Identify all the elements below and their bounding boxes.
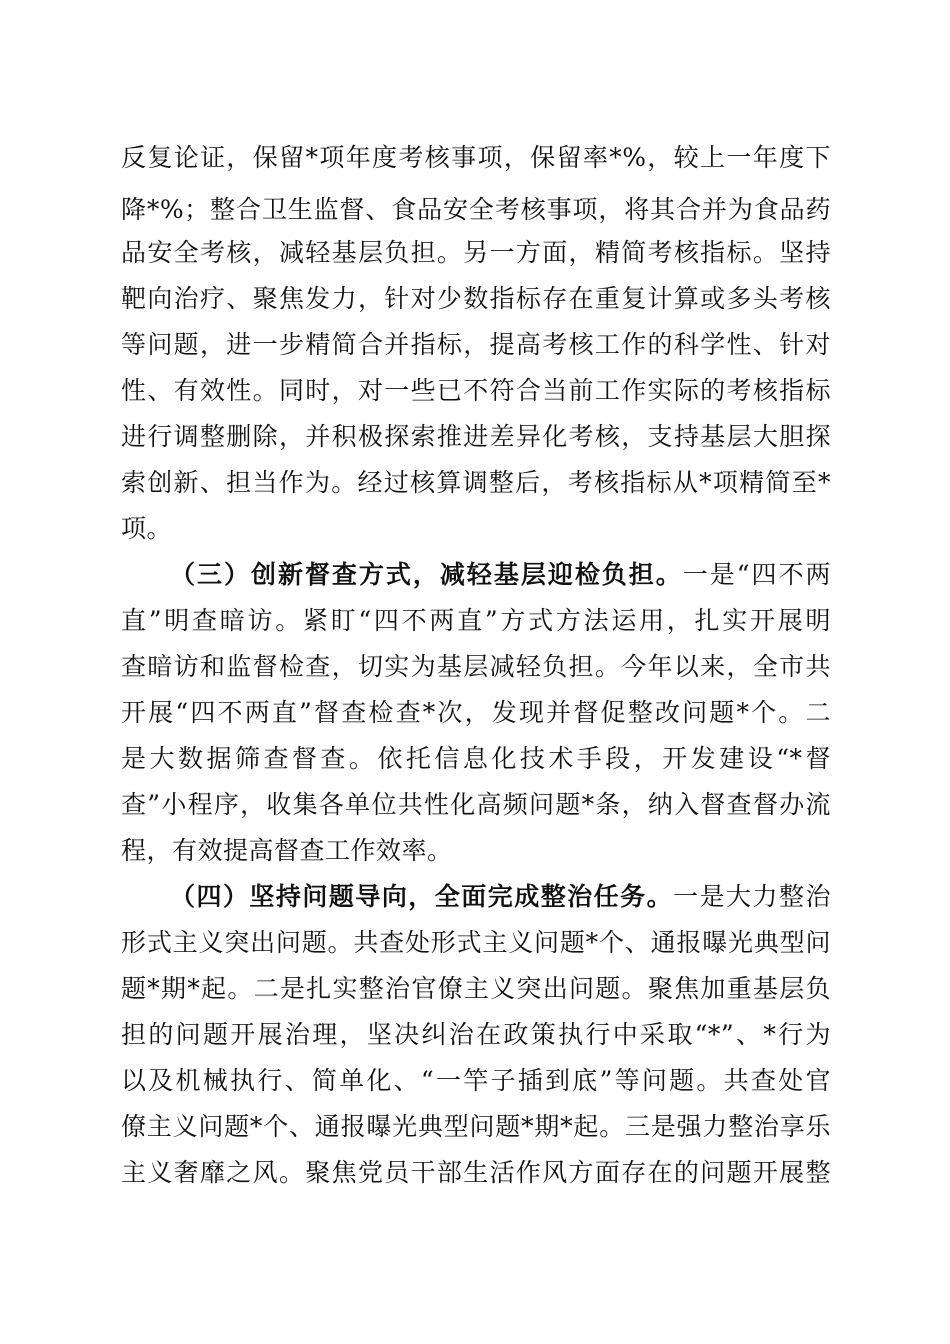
paragraph-line: 主义奢靡之风。聚焦党员干部生活作风方面存在的问题开展整 <box>121 1158 831 1187</box>
paragraph-line: 品安全考核，减轻基层负担。另一方面，精简考核指标。坚持 <box>121 238 831 267</box>
paragraph-line: 形式主义突出问题。共查处形式主义问题*个、通报曝光典型问 <box>121 928 831 957</box>
section-text: 一是“四不两 <box>682 560 832 589</box>
section-first-line <box>170 873 831 921</box>
paragraph-line: 直”明查暗访。紧盯“四不两直”方式方法运用，扎实开展明 <box>121 606 831 635</box>
paragraph-line: 靶向治疗、聚焦发力，针对少数指标存在重复计算或多头考核 <box>121 284 831 313</box>
paragraph-line: 查”小程序，收集各单位共性化高频问题*条，纳入督查督办流 <box>121 790 831 819</box>
paragraph-line: 索创新、担当作为。经过核算调整后，考核指标从*项精简至* <box>121 468 831 497</box>
section-first-line <box>170 551 831 599</box>
paragraph-line: 查暗访和监督检查，切实为基层减轻负担。今年以来，全市共 <box>121 652 831 681</box>
paragraph-line: 以及机械执行、简单化、“一竿子插到底”等问题。共查处官 <box>121 1066 831 1095</box>
paragraph-line: 进行调整删除，并积极探索推进差异化考核，支持基层大胆探 <box>121 422 831 451</box>
paragraph-line: 性、有效性。同时，对一些已不符合当前工作实际的考核指标 <box>121 376 831 405</box>
paragraph-line: 反复论证，保留*项年度考核事项，保留率*%，较上一年度下 <box>121 143 831 172</box>
paragraph-line: 项。 <box>121 514 173 543</box>
paragraph-line: 等问题，进一步精简合并指标，提高考核工作的科学性、针对 <box>121 330 831 359</box>
paragraph-line: 是大数据筛查督查。依托信息化技术手段，开发建设“*督 <box>121 744 831 773</box>
paragraph-line: 僚主义问题*个、通报曝光典型问题*期*起。三是强力整治享乐 <box>121 1112 831 1141</box>
section-text: 一是大力整治 <box>673 882 831 911</box>
paragraph-line: 程，有效提高督查工作效率。 <box>121 836 453 865</box>
paragraph-line: 题*期*起。二是扎实整治官僚主义突出问题。聚焦加重基层负 <box>121 974 831 1003</box>
section-heading: （三）创新督查方式，减轻基层迎检负担。 <box>170 560 683 589</box>
paragraph-line: 担的问题开展治理，坚决纠治在政策执行中采取“*”、*行为 <box>121 1020 831 1049</box>
paragraph-line: 降*%；整合卫生监督、食品安全考核事项，将其合并为食品药 <box>121 195 831 224</box>
paragraph-line: 开展“四不两直”督查检查*次，发现并督促整改问题*个。二 <box>121 698 831 727</box>
section-heading: （四）坚持问题导向，全面完成整治任务。 <box>170 882 674 911</box>
